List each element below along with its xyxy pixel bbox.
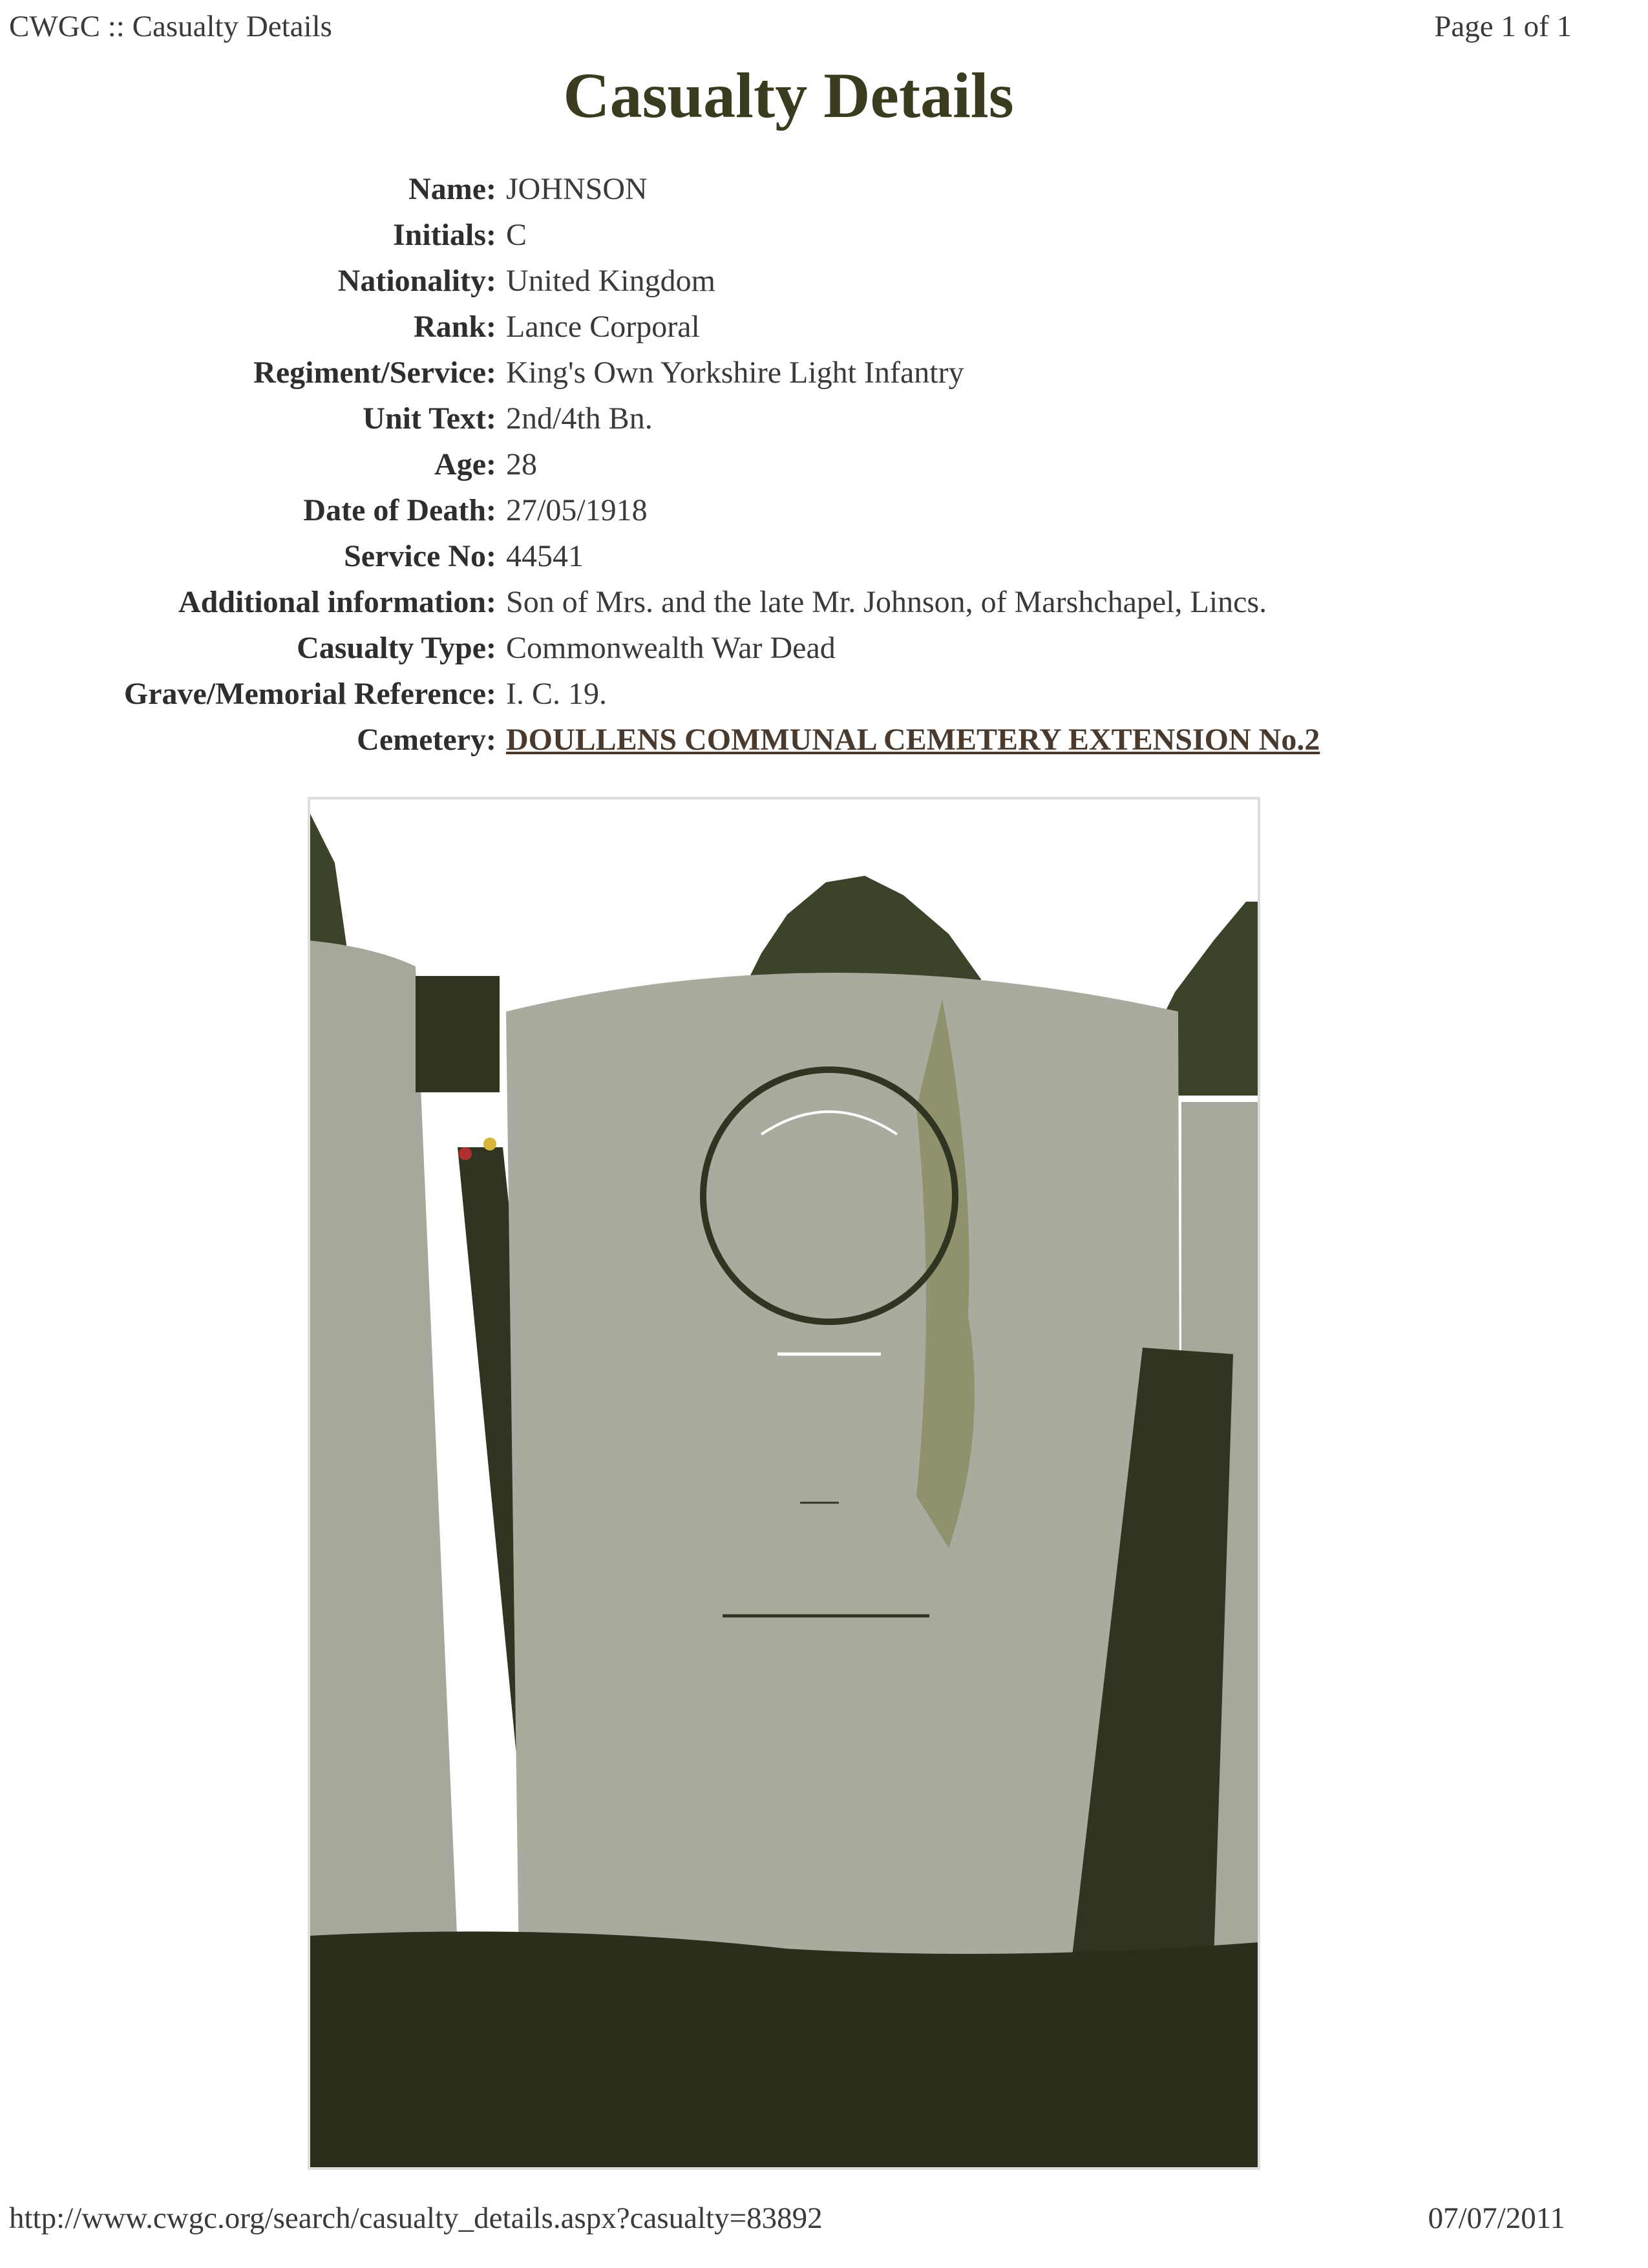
detail-row-regiment: [0, 355, 1648, 401]
detail-label: Rank:: [413, 310, 496, 344]
page-indicator: Page 1 of 1: [1434, 10, 1572, 43]
detail-label: Service No:: [344, 539, 496, 573]
detail-label: Casualty Type:: [297, 631, 496, 665]
detail-row-nationality: [0, 263, 1648, 309]
detail-label: Name:: [408, 172, 496, 206]
detail-value: JOHNSON: [506, 172, 648, 206]
detail-value: Commonwealth War Dead: [506, 631, 836, 665]
detail-label: Additional information:: [178, 585, 496, 619]
detail-value: Son of Mrs. and the late Mr. Johnson, of Marshchapel, Lincs.: [506, 585, 1267, 619]
detail-label: Initials:: [392, 218, 496, 252]
detail-value: United Kingdom: [506, 264, 715, 298]
detail-value: C: [506, 218, 527, 252]
detail-row-date-of-death: [0, 493, 1648, 538]
detail-label: Date of Death:: [303, 493, 496, 527]
print-date: 07/07/2011: [1428, 2201, 1565, 2235]
detail-label: Regiment/Service:: [253, 355, 496, 390]
detail-row-rank: [0, 309, 1648, 355]
headstone-photo-image: [296, 785, 1272, 2175]
detail-row-cemetery: [0, 722, 1648, 768]
grass: [309, 1931, 1259, 2168]
detail-row-name: [0, 171, 1648, 217]
detail-label: Age:: [434, 447, 496, 482]
cemetery-link[interactable]: DOULLENS COMMUNAL CEMETERY EXTENSION No.2: [506, 723, 1320, 757]
flower-yellow: [483, 1138, 496, 1150]
headstone-main: [506, 973, 1181, 1968]
detail-value: I. C. 19.: [506, 677, 607, 711]
detail-row-service-no: [0, 538, 1648, 584]
casualty-details-list: [0, 171, 1648, 768]
detail-row-initials: [0, 217, 1648, 263]
detail-row-casualty-type: [0, 630, 1648, 676]
detail-value: King's Own Yorkshire Light Infantry: [506, 355, 964, 390]
headstone-photo: [296, 785, 1272, 2175]
detail-value: Lance Corporal: [506, 310, 700, 344]
page-header-title: CWGC :: Casualty Details: [9, 10, 332, 43]
detail-label: Cemetery:: [357, 723, 496, 757]
flower-red: [459, 1147, 472, 1160]
detail-row-unit: [0, 401, 1648, 447]
page-url: http://www.cwgc.org/search/casualty_details.aspx?casualty=83892: [9, 2201, 823, 2235]
detail-value: 44541: [506, 539, 584, 573]
detail-label: Nationality:: [337, 264, 496, 298]
detail-label: Unit Text:: [363, 401, 496, 436]
detail-label: Grave/Memorial Reference:: [123, 677, 496, 711]
page-title: Casualty Details: [563, 59, 1014, 131]
detail-row-additional-info: [0, 584, 1648, 630]
detail-row-grave-reference: [0, 676, 1648, 722]
detail-value: 2nd/4th Bn.: [506, 401, 653, 436]
detail-row-age: [0, 447, 1648, 493]
detail-value: 27/05/1918: [506, 493, 648, 527]
detail-value: 28: [506, 447, 537, 482]
gap-dark-top: [416, 976, 500, 1092]
